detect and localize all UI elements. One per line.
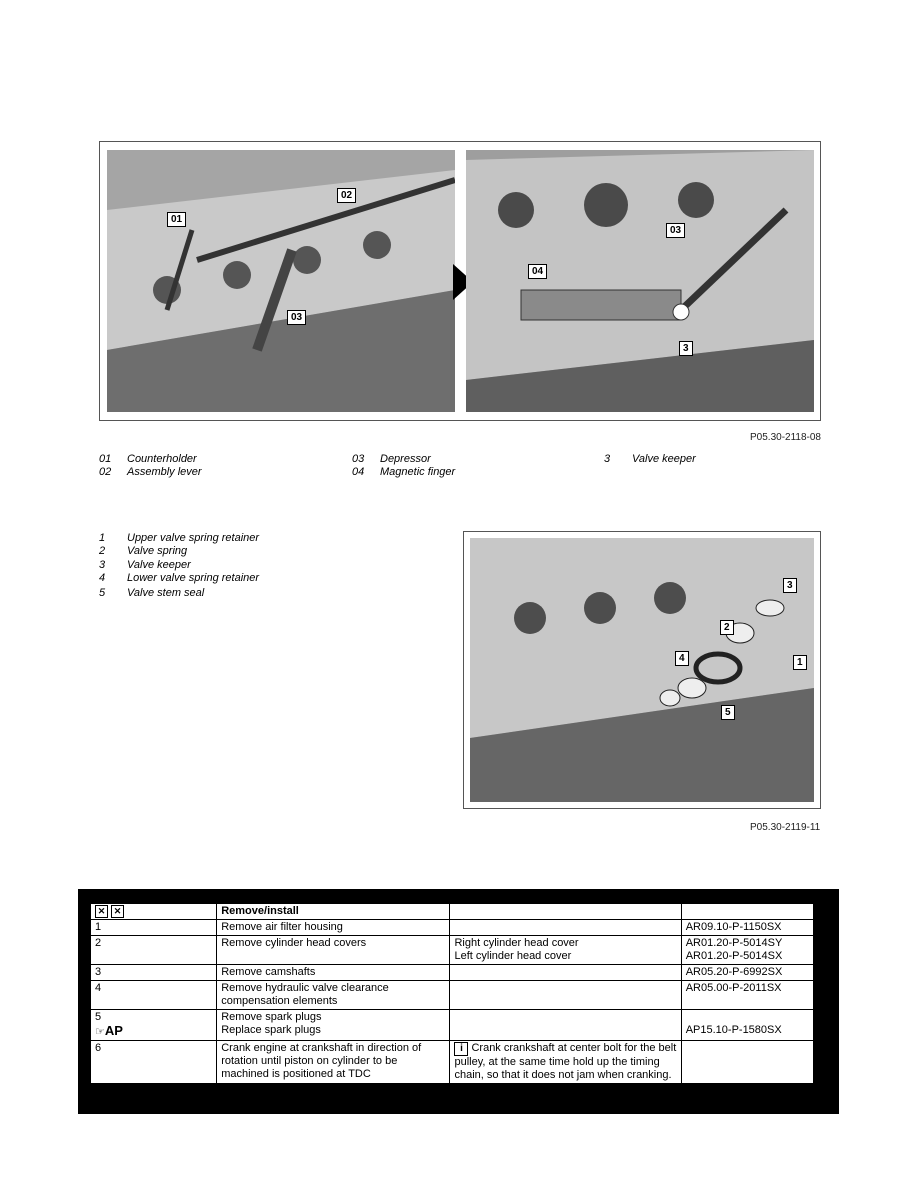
legend-number: 5 <box>99 587 106 599</box>
legend-label: Lower valve spring retainer <box>127 572 260 584</box>
header-reference <box>681 904 813 920</box>
legend-number: 4 <box>99 572 106 584</box>
step-note <box>450 920 681 936</box>
legend-number: 02 <box>99 466 112 478</box>
table-row <box>91 1041 814 1084</box>
step-action: Remove air filter housing <box>217 920 450 936</box>
table-row <box>91 936 814 965</box>
step-reference <box>681 936 813 965</box>
valve-assembly-illustration <box>470 538 814 802</box>
step-note-text: Crank crankshaft at center bolt for the belt pulley, at the same time hold up the timing chain, so that it does not jam when cranking. <box>454 1042 677 1082</box>
step-note-line: Left cylinder head cover <box>454 950 572 963</box>
legend-label: Valve keeper <box>632 453 696 465</box>
step-note-line: Right cylinder head cover <box>454 937 579 950</box>
legend-number: 3 <box>99 559 106 571</box>
step-note <box>450 981 681 1010</box>
legend-label: Upper valve spring retainer <box>127 532 260 544</box>
step-action: Remove cylinder head covers <box>217 936 450 965</box>
callout-label: 3 <box>783 578 797 593</box>
step-number-value: 5 <box>95 1011 102 1024</box>
step-action <box>217 1010 450 1041</box>
step-note <box>450 1041 681 1084</box>
callout-label: 03 <box>666 223 685 238</box>
step-reference-link[interactable]: AP15.10-P-1580SX <box>685 1024 782 1037</box>
callout-label: 4 <box>675 651 689 666</box>
photo-valve-assembly <box>470 538 814 802</box>
header-title: Remove/install <box>217 904 450 920</box>
step-action-line: Remove spark plugs <box>221 1011 322 1024</box>
step-number: 1 <box>91 920 217 936</box>
legend-label: Depressor <box>380 453 431 465</box>
step-number: 2 <box>91 936 217 965</box>
figure-code: P05.30-2118-08 <box>750 432 821 443</box>
table-row <box>91 981 814 1010</box>
step-action: Remove hydraulic valve clearance compensation elements <box>217 981 450 1010</box>
header-icons <box>91 904 217 920</box>
legend-number: 01 <box>99 453 112 465</box>
callout-label: 04 <box>528 264 547 279</box>
ap-label: AP <box>104 1023 123 1039</box>
step-action: Remove camshafts <box>217 965 450 981</box>
callout-label: 02 <box>337 188 356 203</box>
procedure-mark <box>95 1024 212 1039</box>
table-row <box>91 920 814 936</box>
step-action-line: Replace spark plugs <box>221 1024 321 1037</box>
figure-valve-assembly <box>463 531 821 809</box>
figure-valve-tools <box>99 141 821 421</box>
step-note <box>450 936 681 965</box>
legend-number: 03 <box>352 453 365 465</box>
legend-label: Magnetic finger <box>380 466 456 478</box>
step-number: 4 <box>91 981 217 1010</box>
info-icon: i <box>454 1042 468 1056</box>
step-reference-link[interactable]: AR05.20-P-6992SX <box>681 965 813 981</box>
install-icon: ✕ <box>111 905 124 918</box>
step-reference-link[interactable]: AR05.00-P-2011SX <box>681 981 813 1010</box>
legend-label: Valve spring <box>127 545 188 557</box>
table-header-row <box>91 904 814 920</box>
spacer <box>686 1011 809 1024</box>
cylinder-head-illustration-left <box>107 150 455 412</box>
legend-number: 04 <box>352 466 365 478</box>
legend-number: 1 <box>99 532 106 544</box>
photo-cylinder-head-left <box>107 150 455 412</box>
legend-number: 3 <box>604 453 611 465</box>
remove-icon: ✕ <box>95 905 108 918</box>
procedure-table-panel <box>78 889 839 1114</box>
table-row <box>91 965 814 981</box>
table-row <box>91 1010 814 1041</box>
photo-cylinder-head-right <box>466 150 814 412</box>
callout-label: 3 <box>679 341 693 356</box>
legend-label: Valve keeper <box>127 559 191 571</box>
step-number: 3 <box>91 965 217 981</box>
step-number <box>91 1010 217 1041</box>
callout-label: 1 <box>793 655 807 670</box>
legend-label: Assembly lever <box>127 466 202 478</box>
step-note <box>450 965 681 981</box>
procedure-table <box>90 903 814 1084</box>
legend-label: Counterholder <box>127 453 197 465</box>
callout-label: 2 <box>720 620 734 635</box>
step-note <box>450 1010 681 1041</box>
header-notes <box>450 904 681 920</box>
cylinder-head-illustration-right <box>466 150 814 412</box>
step-action: Crank engine at crankshaft in direction of rotation until piston on cylinder to be machined is positioned at TDC <box>217 1041 450 1084</box>
figure-code: P05.30-2119-11 <box>750 822 821 833</box>
step-number: 6 <box>91 1041 217 1084</box>
legend-number: 2 <box>99 545 106 557</box>
step-reference <box>681 1041 813 1084</box>
step-reference-link[interactable]: AR01.20-P-5014SY <box>685 937 783 950</box>
callout-label: 03 <box>287 310 306 325</box>
step-reference <box>681 1010 813 1041</box>
callout-label: 01 <box>167 212 186 227</box>
step-reference-link[interactable]: AR01.20-P-5014SX <box>685 950 783 963</box>
legend-label: Valve stem seal <box>127 587 205 599</box>
hand-pointer-icon: ☞ <box>95 1026 105 1039</box>
step-reference-link[interactable]: AR09.10-P-1150SX <box>681 920 813 936</box>
callout-label: 5 <box>721 705 735 720</box>
